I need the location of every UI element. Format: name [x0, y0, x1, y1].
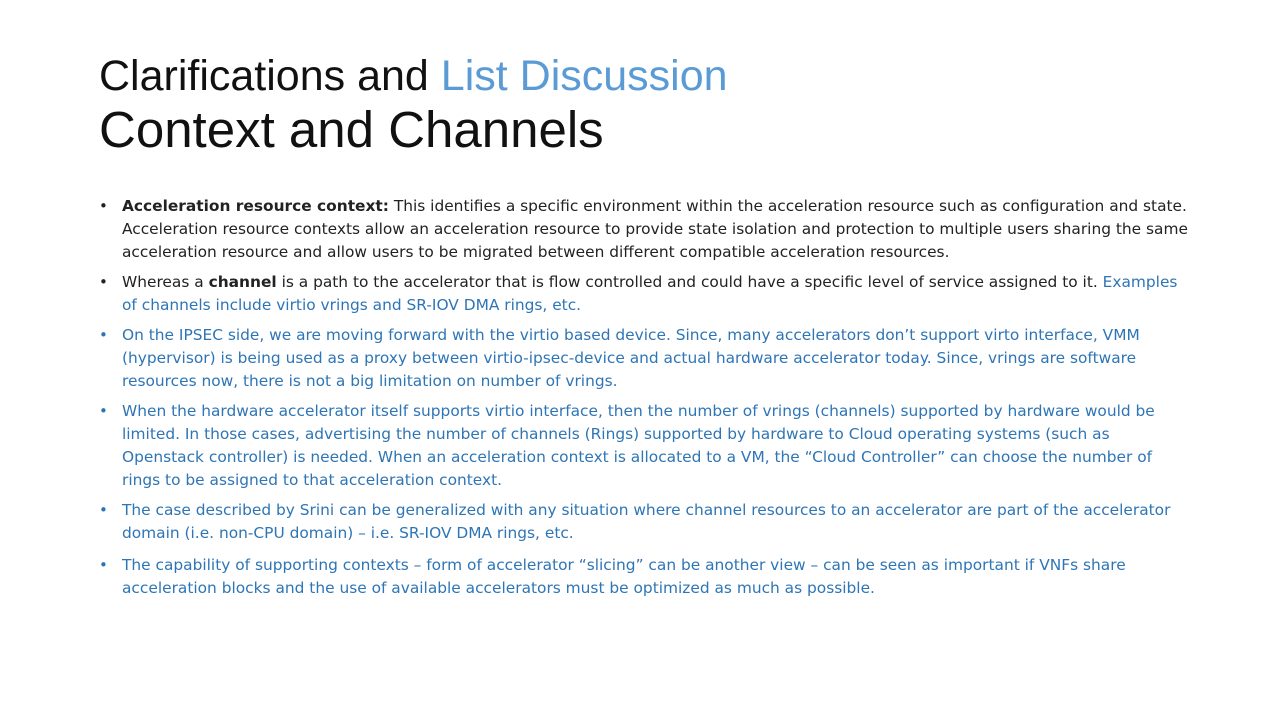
bullet-item — [99, 271, 1192, 317]
bullet-item — [99, 400, 1192, 492]
bullet-dot: • — [99, 501, 108, 519]
title-accent: List Discussion — [440, 52, 728, 100]
bullet-dot: • — [99, 326, 108, 344]
bullet-text: The case described by Srini can be generalized with any situation where channel resources to an accelerator are part of the accelerator domain (i.e. non-CPU domain) – i.e. SR-IOV DMA rings, etc. — [122, 501, 1171, 542]
bullet-text: The capability of supporting contexts – form of accelerator “slicing” can be another view – can be seen as important if VNFs share acceleration blocks and the use of available accelerators must be optimized as much as possible. — [122, 556, 1126, 597]
bullet-bold-term: channel — [208, 273, 277, 291]
bullet-list — [99, 195, 1192, 600]
bullet-text-blue: Examples of channels include virtio vrings and SR-IOV DMA rings, etc. — [122, 273, 1178, 314]
title-line-1 — [99, 52, 1199, 100]
bullet-item — [99, 499, 1192, 545]
bullet-item — [99, 554, 1192, 600]
title-line-2: Context and Channels — [99, 101, 604, 158]
title-prefix: Clarifications and — [99, 52, 441, 100]
bullet-dot: • — [99, 402, 108, 420]
bullet-text-post: is a path to the accelerator that is flow controlled and could have a specific level of service assigned to it. — [276, 273, 1098, 291]
bullet-dot: • — [99, 197, 108, 215]
bullet-text-pre: Whereas a — [122, 273, 209, 291]
bullet-dot: • — [99, 273, 108, 291]
bullet-item — [99, 324, 1192, 393]
bullet-dot: • — [99, 556, 108, 574]
bullet-text: When the hardware accelerator itself supports virtio interface, then the number of vrings (channels) supported by hardware would be limited. In those cases, advertising the number of channels (Rings) supported by hardware to Cloud operating systems (such as Openstack controller) is needed. When an acceleration context is allocated to a VM, the “Cloud Controller” can choose the number of rings to be assigned to that acceleration context. — [122, 402, 1155, 489]
bullet-text: This identifies a specific environment within the acceleration resource such as configuration and state. Acceleration resource contexts allow an acceleration resource to provide state isolation and protection to multiple users sharing the same acceleration resource and allow users to be migrated between different compatible acceleration resources. — [122, 197, 1188, 261]
bullet-text: On the IPSEC side, we are moving forward with the virtio based device. Since, many accelerators don’t support virto interface, VMM (hypervisor) is being used as a proxy between virtio-ipsec-device and actual hardware accelerator today. Since, vrings are software resources now, there is not a big limitation on number of vrings. — [122, 326, 1140, 390]
slide-title — [99, 52, 1199, 160]
bullet-lead: Acceleration resource context: — [122, 197, 389, 215]
bullet-item — [99, 195, 1192, 264]
